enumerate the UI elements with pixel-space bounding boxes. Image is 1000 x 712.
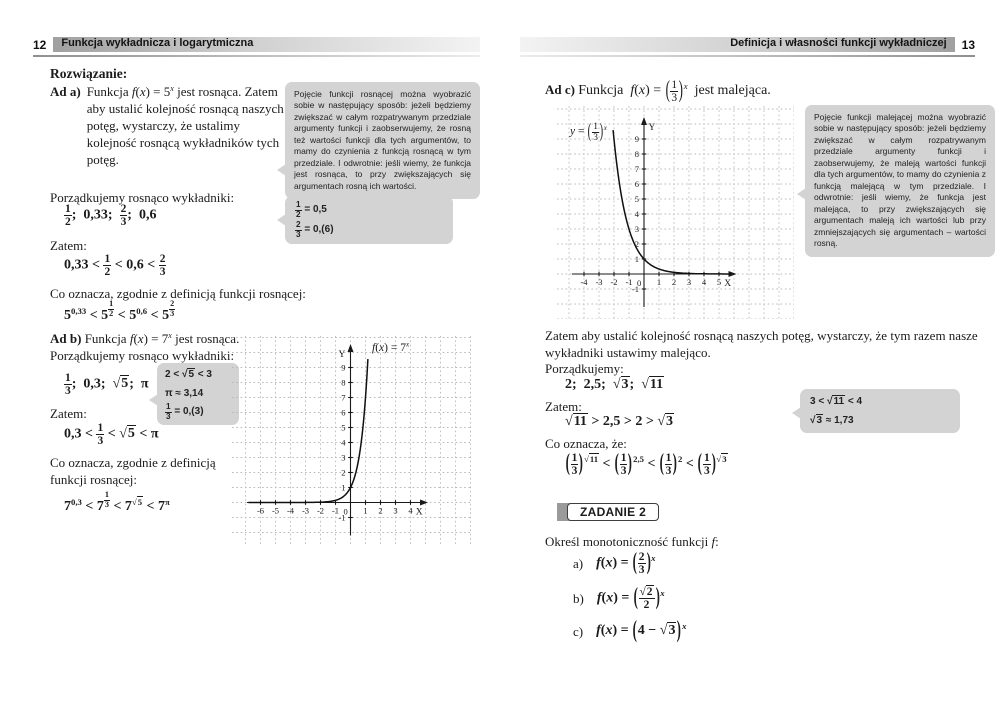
svg-text:0: 0 xyxy=(637,278,642,288)
svg-text:-5: -5 xyxy=(271,505,280,516)
note-fraction-line: $\frac{1}{2}$ = 0,5 xyxy=(296,200,327,220)
task-item-c-formula: f(x) = (4 − √3 )$^x$ xyxy=(596,617,687,644)
task-intro: Określ monotoniczność funkcji f: xyxy=(545,534,719,549)
svg-text:9: 9 xyxy=(634,133,639,144)
sequence-c: 2; 2,5; √3; √11 xyxy=(565,377,664,392)
task-item-a xyxy=(573,551,656,577)
ad-b-text: Funkcja $f(x) = 7^x$ jest rosnąca. xyxy=(84,331,240,346)
svg-text:1: 1 xyxy=(363,505,368,516)
powers-a: $5^{0,33} < 5$ $^{\frac{1}{2}}$ < $5^{0,6} < 5$ $^{\frac{2}{3}}$ xyxy=(64,299,175,324)
svg-text:-3: -3 xyxy=(595,277,603,287)
svg-text:1: 1 xyxy=(656,277,662,287)
svg-text:Y: Y xyxy=(648,123,656,133)
note-b-line: π ≈ 3,14 xyxy=(165,387,204,399)
task-item-a-formula: f(x) = ( $\frac{2}{3}$ )$^x$ xyxy=(596,550,656,577)
note-decreasing-function xyxy=(805,105,995,257)
task-badge xyxy=(557,503,659,521)
left-page-header xyxy=(33,37,480,52)
svg-text:X: X xyxy=(724,279,732,289)
svg-text:8: 8 xyxy=(341,377,346,388)
solution-heading: Rozwiązanie: xyxy=(50,66,128,81)
graph-7x-label: $f(x) = 7^x$ xyxy=(372,340,410,354)
svg-text:-2: -2 xyxy=(610,277,618,287)
note-c-line: 3 < √11 < 4 xyxy=(810,396,863,407)
sequence-a: $\frac{1}{2}$ ; 0,33; $\frac{2}{3}$ ; 0,6 xyxy=(65,203,157,229)
graph-one-third xyxy=(557,106,794,324)
note-tail-icon xyxy=(792,407,801,419)
order-heading-a: Porządkujemy rosnąco wykładniki: xyxy=(50,190,235,205)
svg-text:Y: Y xyxy=(338,350,346,360)
svg-text:-1: -1 xyxy=(631,283,639,294)
task-item-b-formula: f(x) = ( $\frac{√2}{2}$ )$^x$ xyxy=(596,585,665,612)
svg-text:7: 7 xyxy=(634,163,639,174)
ad-c-text: Funkcja f(x) = ( $\frac{1}{3}$ )$^x$ jest malejąca. xyxy=(578,77,771,105)
powers-c: ( $\frac{1}{3}$ )$^{√11}$ < ( $\frac{1}{3}$ )$^{2,5}$ < ( $\frac{1}{3}$ )$^2$ < ( $\frac{1}{3}$ )$^{√3}$ xyxy=(565,451,727,478)
ad-b-label: Ad b) xyxy=(50,331,82,346)
task-item-a-label: a) xyxy=(573,555,584,571)
task-item-c xyxy=(573,617,687,644)
inequality-a: 0,33 < $\frac{1}{2}$ < 0,6 < $\frac{2}{3}$ xyxy=(64,253,166,279)
means-c: Co oznacza, że: xyxy=(545,436,627,451)
svg-text:4: 4 xyxy=(634,208,639,219)
left-header-rule xyxy=(33,55,480,57)
right-page-number: 13 xyxy=(961,37,975,52)
note-tail-icon xyxy=(797,188,806,200)
zatem-a: Zatem: xyxy=(50,238,87,253)
svg-text:5: 5 xyxy=(341,422,346,433)
ad-a-text: Funkcja $f(x) = 5^x$ jest rosnąca. Zatem aby ustalić kolejność rosnącą naszych potęg, wystarczy, że ustalimy kolejność rosnącą wykładników tych potęg. xyxy=(86,84,284,167)
means-b: Co oznacza, zgodnie z definicją funkcji rosnącej: xyxy=(50,455,216,487)
sequence-b: $\frac{1}{3}$ ; 0,3; √5; π xyxy=(65,372,149,398)
order-heading-b: Porządkujemy rosnąco wykładniki: xyxy=(50,347,235,363)
graph-7x xyxy=(232,336,471,551)
right-paragraph: Zatem aby ustalić kolejność rosnącą naszych potęg, wystarczy, że tym razem nasze wykładniki ustawimy malejąco. xyxy=(545,328,978,360)
svg-text:-1: -1 xyxy=(625,277,633,287)
left-page-number: 12 xyxy=(33,37,47,52)
note-b-line: $\frac{1}{3}$ = 0,(3) xyxy=(166,402,204,422)
inequality-c: √11 > 2,5 > 2 > √3 xyxy=(565,414,674,429)
note-fraction-line: $\frac{2}{3}$ = 0,(6) xyxy=(296,220,334,240)
ad-c-paragraph xyxy=(545,76,975,108)
ad-a-paragraph xyxy=(50,84,290,168)
svg-text:5: 5 xyxy=(634,193,639,204)
svg-text:4: 4 xyxy=(701,277,707,287)
note-tail-icon xyxy=(149,394,158,406)
note-b-line: 2 < √5 < 3 xyxy=(165,369,212,380)
left-chapter-title: Funkcja wykładnicza i logarytmiczna xyxy=(53,37,480,52)
svg-text:-3: -3 xyxy=(301,505,310,516)
right-header-rule xyxy=(520,55,975,57)
note-b xyxy=(157,363,239,425)
svg-text:-1: -1 xyxy=(338,512,346,523)
svg-text:2: 2 xyxy=(634,238,639,249)
svg-text:2: 2 xyxy=(378,505,383,516)
task-item-c-label: c) xyxy=(573,623,584,639)
svg-text:3: 3 xyxy=(341,452,346,463)
svg-text:3: 3 xyxy=(393,505,398,516)
svg-text:-1: -1 xyxy=(331,505,340,516)
svg-text:0: 0 xyxy=(343,506,348,517)
zatem-c: Zatem: xyxy=(545,399,582,414)
task-item-b xyxy=(573,586,665,612)
svg-text:1: 1 xyxy=(341,482,346,493)
order-heading-c: Porządkujemy: xyxy=(545,361,624,376)
svg-text:6: 6 xyxy=(341,407,346,418)
note-tail-icon xyxy=(277,214,286,226)
svg-text:8: 8 xyxy=(634,148,639,159)
svg-text:-4: -4 xyxy=(286,505,295,516)
svg-text:-4: -4 xyxy=(580,277,588,287)
right-page-header xyxy=(520,37,975,52)
svg-text:4: 4 xyxy=(408,505,413,516)
ad-a-label: Ad a) xyxy=(50,84,81,99)
svg-text:5: 5 xyxy=(716,277,722,287)
right-chapter-title: Definicja i własności funkcji wykładniczej xyxy=(520,37,955,52)
svg-text:4: 4 xyxy=(341,437,346,448)
svg-text:X: X xyxy=(415,507,423,518)
note-increasing-text: Pojęcie funkcji rosnącej można wyobrazić sobie w następujący sposób: jeżeli będziemy zwiększać w całym rozpatrywanym przedziale argumenty funkcji i zaobserwujemy, że rosną też wartości funkcji dla tych argumentów, to mamy do czynienia z funkcją rosnącą w tym przedziale. I odwrotnie: jeśli wiemy, że funkcja jest rosnąca, to przy zwiększających się argumentach rosną ich wartości. xyxy=(294,89,471,191)
note-fractions xyxy=(285,196,453,244)
svg-text:3: 3 xyxy=(686,277,692,287)
svg-text:-6: -6 xyxy=(256,505,265,516)
svg-text:-2: -2 xyxy=(316,505,325,516)
task-badge-label: ZADANIE 2 xyxy=(567,503,659,521)
inequality-b: 0,3 < $\frac{1}{3}$ < √5 < π xyxy=(64,422,159,448)
note-tail-icon xyxy=(277,164,286,176)
task-item-b-label: b) xyxy=(573,590,584,606)
svg-text:3: 3 xyxy=(634,223,639,234)
svg-text:9: 9 xyxy=(341,362,346,373)
ad-c-label: Ad c) xyxy=(545,82,575,97)
svg-text:2: 2 xyxy=(341,467,346,478)
svg-text:6: 6 xyxy=(634,178,639,189)
svg-text:2: 2 xyxy=(671,277,677,287)
note-c-line: √3 ≈ 1,73 xyxy=(810,415,854,426)
powers-b: $7^{0,3} < 7$ $^{\frac{1}{3}}$ < $7^{√5} < 7^\pi$ xyxy=(64,490,170,515)
svg-text:1: 1 xyxy=(634,253,639,264)
graph-7x-plot xyxy=(232,336,471,546)
note-increasing-function xyxy=(285,82,480,199)
graph-one-third-label: y = ( $\frac{1}{3}$ )$^x$ xyxy=(570,121,607,144)
note-c xyxy=(800,389,960,433)
note-decreasing-text: Pojęcie funkcji malejącej można wyobrazić sobie w następujący sposób: jeżeli będziemy zwiększać w całym rozpatrywanym przedziale argumenty funkcji i zaobserwujemy, że maleją wartości funkcji dla tych argumentów, to mamy do czynienia z funkcją malejącą w tym przedziale. I odwrotnie: jeśli wiemy, że funkcja jest malejąca, to przy zwiększających się argumentach maleją ich wartości lub przy zmniejszających się argumentach – wartości rosną. xyxy=(814,112,986,249)
svg-text:7: 7 xyxy=(341,392,346,403)
zatem-b: Zatem: xyxy=(50,406,87,421)
means-a: Co oznacza, zgodnie z definicją funkcji rosnącej: xyxy=(50,286,306,301)
